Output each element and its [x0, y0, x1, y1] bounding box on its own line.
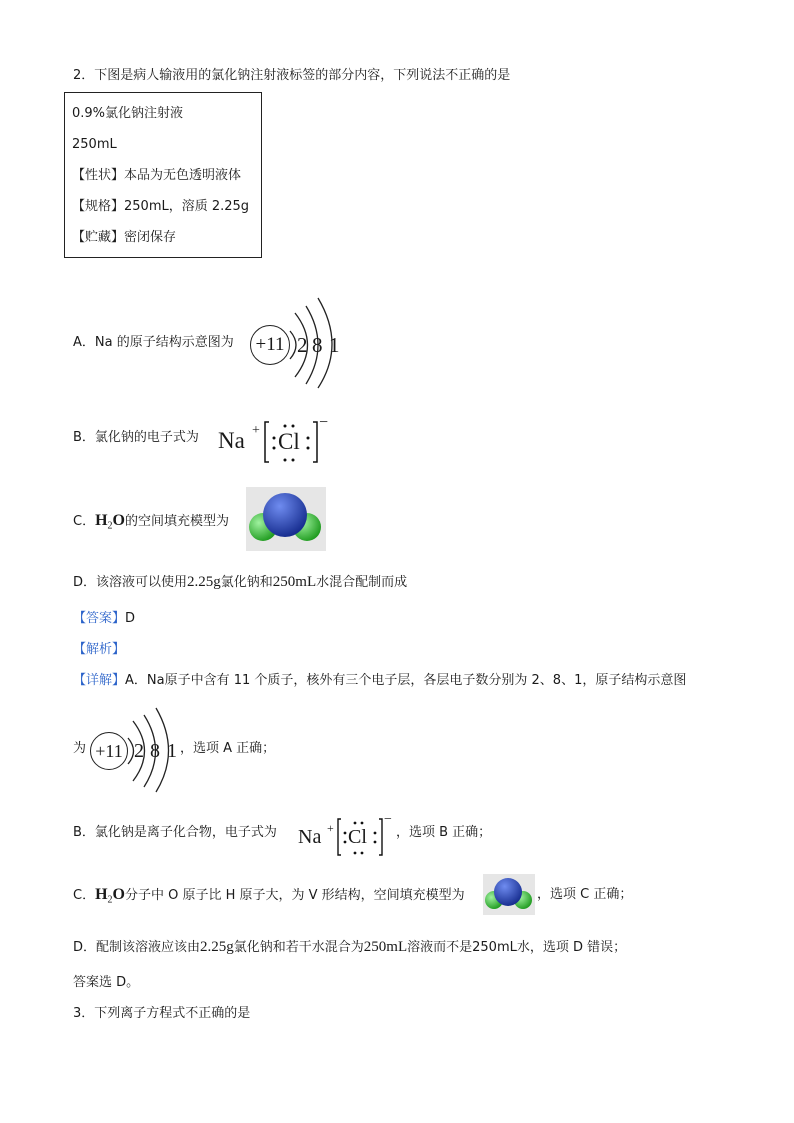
h2o-formula-o: O [112, 512, 125, 529]
label-line-3: 【性状】本品为无色透明液体 [72, 168, 242, 183]
explanation-b-text: B．氯化钠是离子化合物，电子式为 [73, 825, 277, 840]
explanation-b-suffix: ，选项 B 正确； [396, 825, 492, 840]
option-b-text: B．氯化钠的电子式为 [73, 430, 199, 445]
explanation-a-suffix: ，选项 A 正确； [180, 741, 276, 756]
explanation-d-mid: 氯化钠和若干水混合为 [233, 940, 364, 955]
explanation-d-tail: 水，选项 D 错误； [516, 940, 627, 955]
option-d-tail: 水混合配制而成 [316, 575, 408, 590]
anion-symbol-2: Cl [348, 826, 367, 848]
h2o-model-graphic-2 [483, 874, 535, 915]
answer-conclusion: 答案选 D。 [73, 975, 140, 990]
explanation-h2o-o: O [112, 886, 125, 903]
injection-label-box [64, 92, 262, 258]
label-line-5: 【贮藏】密闭保存 [72, 230, 177, 245]
anion-charge: − [319, 414, 329, 431]
nacl-electron-formula [218, 414, 338, 468]
option-d-prefix: D．该溶液可以使用 [73, 575, 188, 590]
explanation-a-line [73, 672, 686, 690]
analysis-label: 【解析】 [73, 642, 126, 657]
shell-3-count-2: 1 [167, 740, 177, 762]
cation-charge-2: + [327, 821, 334, 835]
shell-2-count: 8 [312, 333, 323, 357]
explanation-d-prefix: D．配制该溶液应该由 [73, 940, 201, 955]
answer-label: 【答案】 [73, 611, 126, 626]
option-c-prefix: C． [73, 514, 96, 529]
answer-value: D [125, 611, 136, 626]
option-a-text: A．Na 的原子结构示意图为 [73, 335, 234, 350]
explanation-c-suffix: ，选项 C 正确； [537, 887, 633, 902]
na-atom-structure-diagram-2 [90, 707, 180, 793]
explanation-c-description: 分子中 O 原子比 H 原子大，为 V 形结构，空间填充模型为 [124, 888, 465, 903]
shell-2-count-2: 8 [150, 740, 160, 762]
anion-symbol: Cl [278, 429, 300, 454]
explanation-d-text [73, 938, 626, 957]
explanation-a-text: A．Na原子中含有 11 个质子，核外有三个电子层，各层电子数分别为 2、8、1，原子结构示意图 [125, 673, 687, 688]
nucleus-2: +11 [90, 732, 128, 770]
explanation-d-mass: 2.25g [200, 939, 234, 955]
option-d-text [73, 573, 407, 592]
question-3-stem: 3．下列离子方程式不正确的是 [73, 1006, 251, 1021]
option-d-mass: 2.25g [187, 574, 221, 590]
h2o-model-graphic [246, 487, 326, 551]
explanation-h2o-h: H [95, 886, 108, 903]
cation-symbol: Na [218, 428, 245, 453]
nacl-electron-formula-2 [298, 812, 408, 860]
h2o-space-filling-model [246, 487, 326, 551]
option-d-volume: 250mL [272, 574, 317, 590]
cation-symbol-2: Na [298, 826, 322, 848]
shell-1-count: 2 [297, 333, 308, 357]
anion-charge-2: − [384, 812, 392, 827]
option-c-description: 的空间填充模型为 [124, 514, 229, 529]
explanation-c-text [73, 886, 465, 910]
na-atom-structure-diagram [250, 296, 345, 390]
h2o-formula-h: H [95, 512, 108, 529]
explanation-d-volume: 250mL [363, 939, 408, 955]
shell-3-count: 1 [329, 333, 340, 357]
h2o-formula-subscript: 2 [107, 520, 113, 532]
answer-line [73, 610, 135, 628]
shell-1-count-2: 2 [134, 740, 144, 762]
explanation-d-mid2: 溶液而不是 [407, 940, 473, 955]
cation-charge: + [252, 423, 260, 438]
explanation-label: 【详解】 [73, 673, 126, 688]
h2o-space-filling-model-2 [483, 874, 535, 915]
option-c-text [73, 512, 229, 536]
explanation-a-prefix: 为 [73, 741, 87, 756]
explanation-c-prefix: C． [73, 888, 96, 903]
option-d-mid: 氯化钠和 [220, 575, 273, 590]
explanation-d-volume-2: 250mL [472, 940, 517, 955]
explanation-h2o-subscript: 2 [107, 894, 113, 906]
label-line-1: 0.9%氯化钠注射液 [72, 106, 184, 121]
nucleus: +11 [250, 325, 290, 365]
label-line-2: 250mL [72, 137, 117, 152]
question-2-stem: 2．下图是病人输液用的氯化钠注射液标签的部分内容，下列说法不正确的是 [73, 68, 511, 83]
label-line-4: 【规格】250mL，溶质 2.25g [72, 199, 250, 214]
